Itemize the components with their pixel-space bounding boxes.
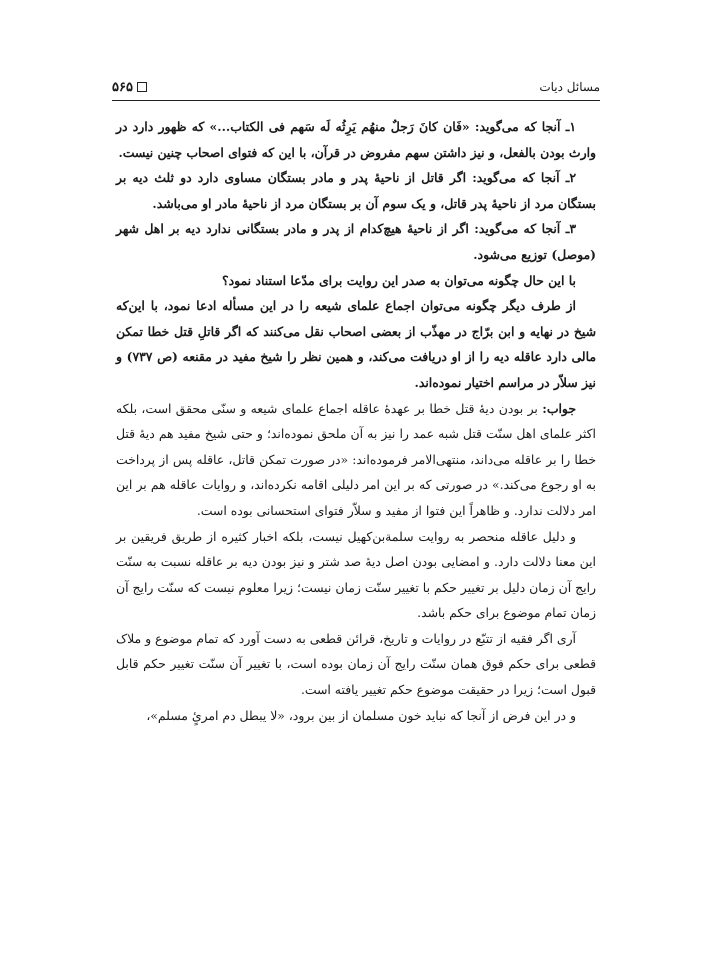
answer-paragraph	[116, 396, 596, 524]
question-paragraph: ۱ـ آنجا که می‌گوید: «فَان کانَ رَجلٌ منهُم یَرِثُه لَه سَهم فی الکتاب...» که ظهور دارد در وارث بودن بالفعل، و نیز داشتن سهم مفروض در قرآن، با این که فتوای اصحاب چنین نیست.	[116, 119, 596, 160]
question-paragraph: با این حال چگونه می‌توان به صدر این روایت برای مدّعا استناد نمود؟	[222, 272, 576, 288]
section-title: مسائل دیات	[539, 80, 600, 94]
page-body	[116, 114, 596, 728]
question-paragraph: از طرف دیگر چگونه می‌توان اجماع علمای شیعه را در این مسأله ادعا نمود، با این‌که شیخ در نهایه و ابن برّاج در مهذّب از بعضی اصحاب نقل می‌کنند که اگر قاتلِ قتل خطا تمکن مالی دارد عاقله دیه را از او دریافت می‌کند، و همین نظر را شیخ مفید در مقنعه (ص ۷۳۷) و نیز سلاّر در مراسم اختیار نموده‌اند.	[116, 298, 596, 390]
question-paragraph: ۳ـ آنجا که می‌گوید: اگر از ناحیهٔ هیچ‌کدام از پدر و مادر بستگانی ندارد دیه بر اهل شهر (موصل) توزیع می‌شود.	[116, 221, 596, 262]
square-ornament-icon	[137, 82, 147, 92]
answer-paragraph: و دلیل عاقله منحصر به روایت سلمةبن‌کهیل نیست، بلکه اخبار کثیره از طریق فریقین بر این معنا دلالت دارد. و امضایی بودن اصل دیهٔ صد شتر و نیز بودن دیه بر عاقله نسبت به سنّت رایج آن زمان دلیل بر تغییر حکم با تغییر سنّت زمان نیست؛ زیرا معلوم نیست که سنّت رایج آن زمان تمام موضوع برای حکم باشد.	[116, 528, 596, 621]
answer-paragraph: و در این فرض از آنجا که نباید خون مسلمان از بین برود، «لا یبطل دم امرئٍ مسلم»،	[146, 707, 576, 723]
page-number-group	[112, 80, 147, 95]
answer-text: بر بودن دیهٔ قتل خطا بر عهدهٔ عاقله اجماع علمای شیعه و سنّی محقق است، بلکه اکثر علمای اهل سنّت قتل شبه عمد را نیز به آن ملحق نموده‌اند؛ و حتی شیخ مفید هم دیهٔ قتل خطا را بر عاقله می‌داند، منتهی‌الامر فرموده‌اند: «در صورت تمکن قاتل، عاقله پس از پرداخت به او رجوع می‌کند.» در صورتی که بر این امر دلیلی اقامه نکرده‌اند، و روایات عاقله هم بر این امر دلالت ندارد. و ظاهراً این فتوا از مفید و سلاّر فتوای استحسانی بوده است.	[116, 400, 596, 518]
answer-label: جواب:	[542, 400, 576, 416]
page-header	[112, 74, 600, 101]
answer-paragraph: آری اگر فقیه از تتبّع در روایات و تاریخ، قرائن قطعی به دست آورد که تمام موضوع و ملاک قطعی برای حکم فوق همان سنّت رایج آن زمان بوده است، با تغییر آن سنّت تغییر حکم قابل قبول است؛ زیرا در حقیقت موضوع حکم تغییر یافته است.	[116, 630, 596, 698]
question-paragraph: ۲ـ آنجا که می‌گوید: اگر قاتل از ناحیهٔ پدر و مادر بستگان مساوی دارد دو ثلث دیه بر بستگان مرد از ناحیهٔ پدر قاتل، و یک سوم آن بر بستگان مرد از ناحیهٔ مادر او می‌باشد.	[116, 170, 596, 211]
page-number: ۵۶۵	[112, 79, 133, 95]
